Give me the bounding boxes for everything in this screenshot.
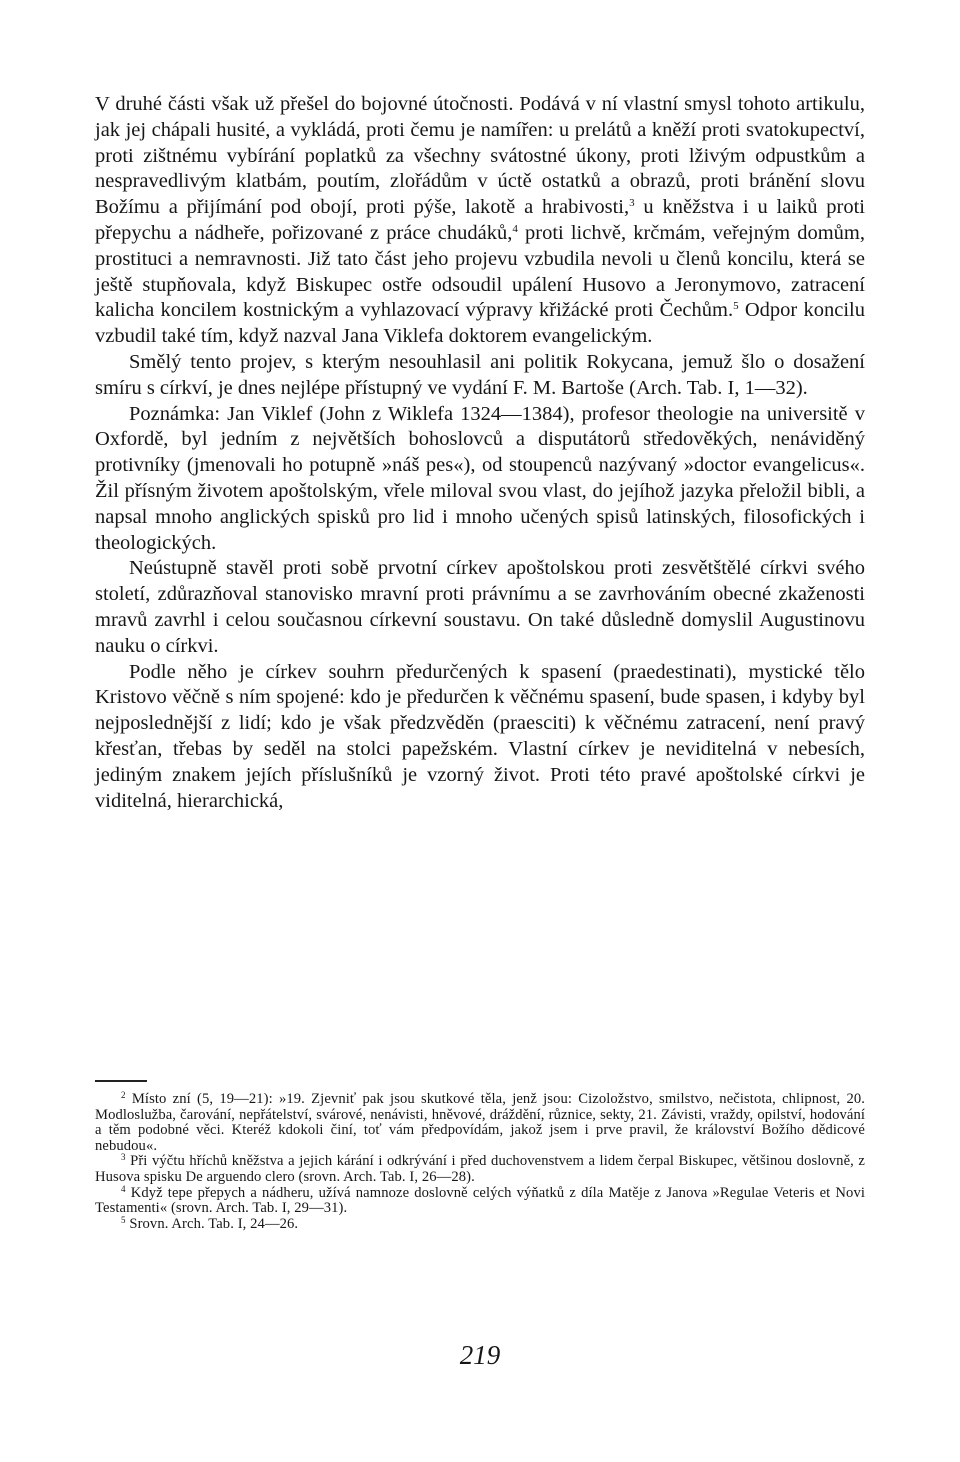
footnote-mark: 5 — [121, 1214, 126, 1225]
paragraph-2: Smělý tento projev, s kterým nesouhlasil ani politik Rokycana, jemuž šlo o dosažení smíru s církví, je dnes nejlépe přístupný ve vydání F. M. Bartoše (Arch. Tab. I, 1—32). — [95, 350, 865, 399]
footnote-text: Srovn. Arch. Tab. I, 24—26. — [129, 1215, 299, 1232]
paragraph-1-part-2: u kněžstva i u laiků proti přepychu a nádheře, pořizované z práce chudáků, — [95, 196, 866, 244]
footnote-mark: 2 — [121, 1090, 126, 1100]
footnotes — [95, 1092, 865, 1232]
footnote-ref-3: 3 — [629, 197, 635, 210]
paragraph-3: Poznámka: Jan Viklef (John z Wiklefa 1324—1384), profesor theologie na universitě v Oxfordě, byl jedním z největších bohoslovců a disputátorů středověkých, nenáviděný protivníky (jmenovali ho potupně »náš pes«), od stoupenců nazývaný »doctor evangelicus«. Žil přísným životem apoštolským, vřele miloval svou vlast, do jejíhož jazyka přeložil bibli, a napsal mnoho anglických spisků pro lid i mnoho učených spisů latinských, filosofických i theologických. — [95, 402, 865, 554]
footnote-mark: 4 — [121, 1183, 126, 1194]
paragraph-5: Podle něho je církev souhrn předurčených k spasení (praedestinati), mystické tělo Kristovo věčně s ním spojené: kdo je předurčen k věčnému spasení, bude spasen, i kdyby byl nejposlednější z lidí; kdo je však předzvěděn (praesciti) k věčnému zatracení, není pravý křesťan, třebas by seděl na stolci papežském. Vlastní církev je neviditelná v nebesích, jediným znakem jejích příslušníků je vzorný život. Proti této pravé apoštolské církvi je viditelná, hierarchická, — [95, 660, 865, 812]
paragraph-1-part-4: Odpor koncilu vzbudil také tím, když nazval Jana Viklefa doktorem evangelickým. — [95, 299, 865, 348]
paragraph-1 — [95, 92, 865, 350]
paragraph-4: Neústupně stavěl proti sobě prvotní církev apoštolskou proti zesvětštělé církvi svého století, zdůrazňoval stanovisko mravní proti právnímu a se zavrhováním obecné zkaženosti mravů zavrhl i celou současnou církevní soustavu. On také důsledně domyslil Augustinovu nauku o církvi. — [95, 557, 865, 657]
footnote-mark: 3 — [121, 1152, 126, 1163]
paragraph-1-part-3: proti lichvě, krčmám, veřejným domům, prostituci a nemravnosti. Již tato část jeho projevu vzbudila nevoli u členů koncilu, která se ještě stupňovala, když Biskupec ostře odsoudil upálení Husovo a Jeronymovo, zatracení kalicha koncilem kostnickým a vyhlazovací výpravy křižácké proti Čechům. — [95, 221, 865, 322]
footnote-4 — [95, 1183, 865, 1217]
footnote-2 — [95, 1092, 865, 1154]
footnote-3 — [95, 1154, 865, 1185]
page-number: 219 — [459, 1340, 501, 1370]
main-text — [95, 92, 865, 814]
footnote-text: Při výčtu hříchů kněžstva a jejich kárání i odkrývání i před duchovenstvem a lidem čerpal Biskupec, většinou doslovně, z Husova spisku De arguendo clero (srovn. Arch. Tab. I, 26—28). — [95, 1153, 865, 1185]
footnote-text: Místo zní (5, 19—21): »19. Zjevniť pak jsou skutkové těla, jenž jsou: Cizoložstvo, smilstvo, nečistota, chlipnost, 20. Modloslužba, čarování, nepřátelství, svárové, nenávisti, hněvové, dráždění, různice, sekty, 21. Závisti, vraždy, opilství, hodování a těm podobné věci. Kteréž kdokoli činí, toť vám předpovídám, jakož jsem i prve pravil, že království Božího dědicové nebudou«. — [95, 1091, 865, 1154]
paragraph-1-part-1: V druhé části však už přešel do bojovné útočnosti. Podává v ní vlastní smysl tohoto artikulu, jak jej chápali husité, a vykládá, proti čemu je namířen: u prelátů a kněží proti svatokupectví, proti zištnému vybírání poplatků za všechny svátostné úkony, proti lživým odpustkům a nespravedlivým klatbám, poutím, zlořádům v úctě ostatků a obrazů, proti bránění slovu Božímu a přijímání pod obojí, proti pýše, lakotě a hrabivosti, — [95, 93, 865, 219]
footnote-text: Když tepe přepych a nádheru, užívá namnoze doslovně celých výňatků z díla Matěje z Janova »Regulae Veteris et Novi Testamenti« (srovn. Arch. Tab. I, 29—31). — [95, 1184, 865, 1217]
footnote-divider — [95, 1080, 147, 1082]
footnote-5 — [95, 1214, 865, 1233]
footnote-ref-4: 4 — [512, 222, 518, 235]
footnote-ref-5: 5 — [733, 300, 739, 313]
